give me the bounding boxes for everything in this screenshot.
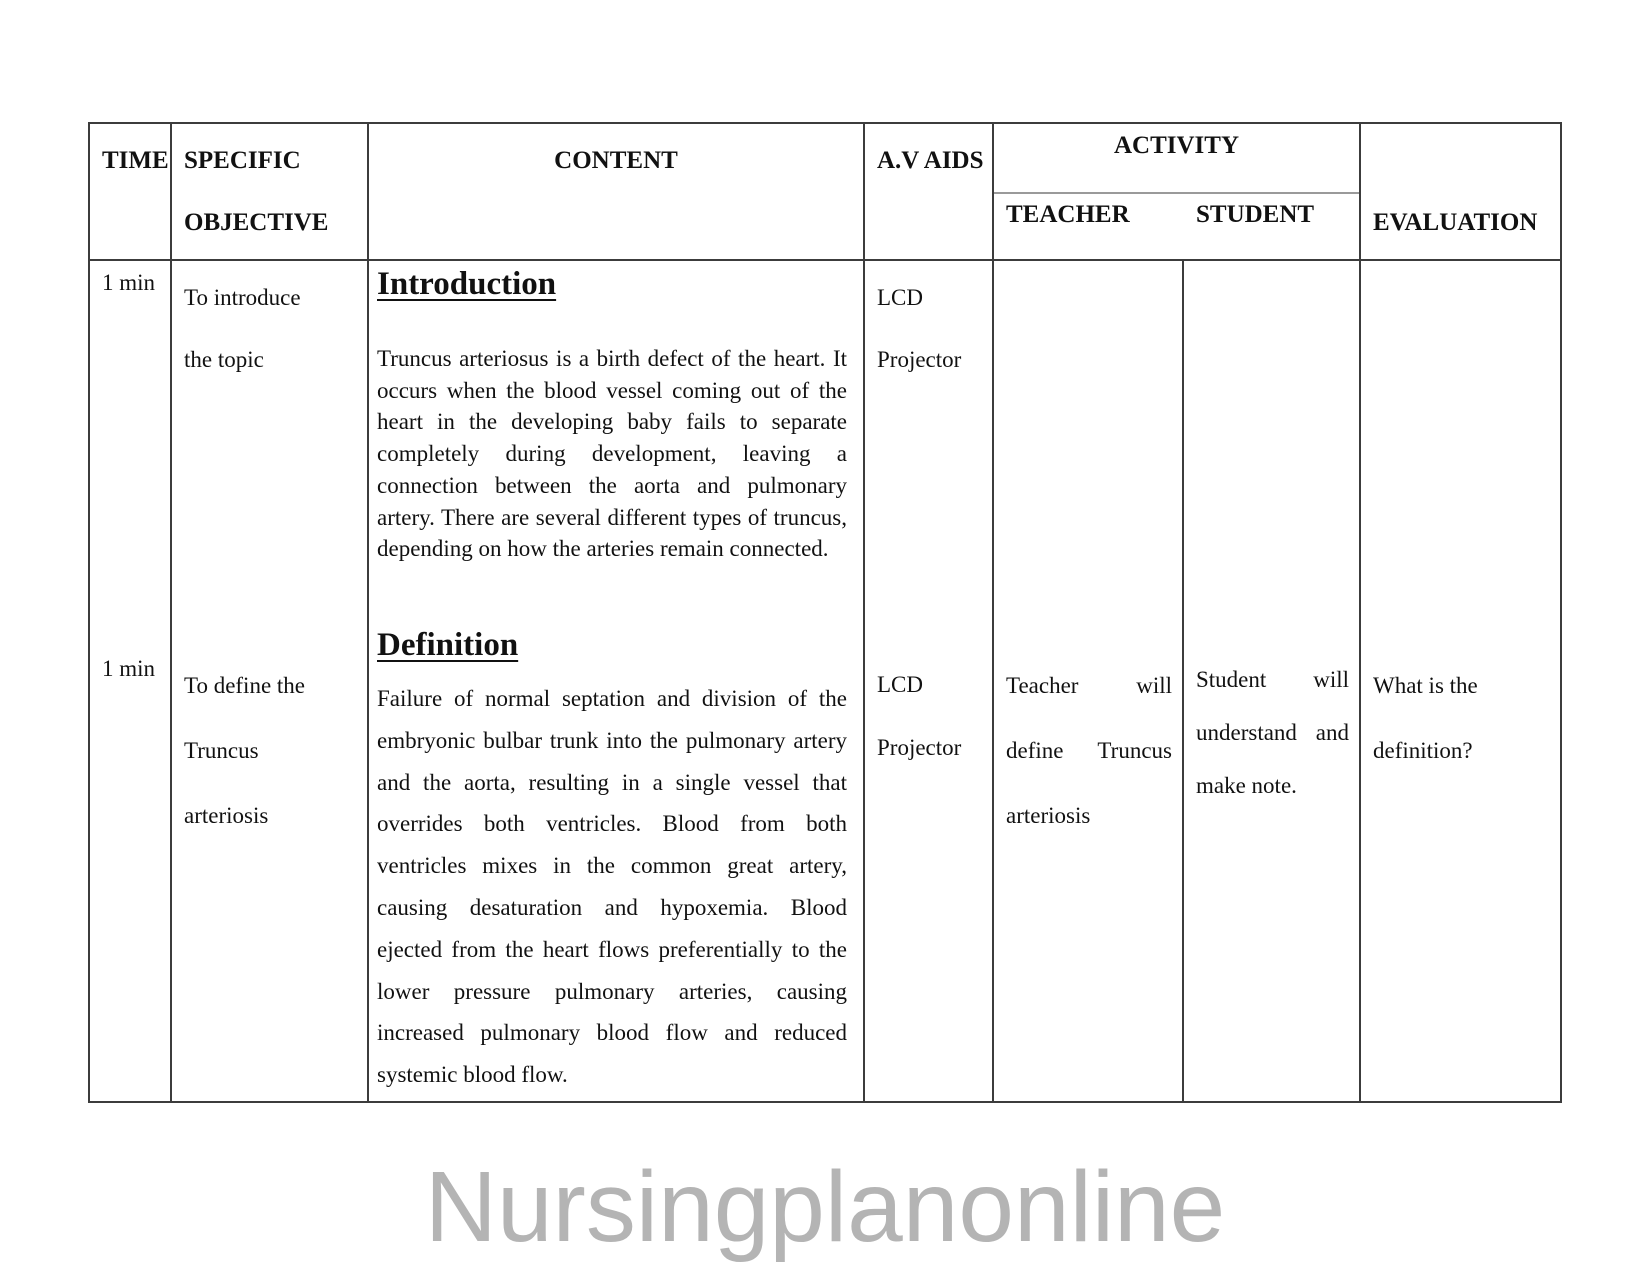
watermark: Nursingplanonline [424,1151,1226,1263]
header-time [90,124,172,261]
time-cell [90,261,172,1101]
header-teacher: TEACHER [1006,201,1130,228]
header-evaluation [1361,124,1560,261]
content-paragraph-definition: Failure of normal septation and division of the embryonic bulbar trunk into the pulmonary artery and the aorta, resulting in a single vessel that overrides both ventricles. Blood from both ventricles mixes in the common great artery, causing desaturation and hypoxemia. Blood ejected from the heart flows preferentially to the lower pressure pulmonary arteries, causing increased pulmonary blood flow and reduced systemic blood flow. [377,686,847,1088]
header-activity-label: ACTIVITY [1113,132,1240,159]
teacher-row2: Teacher will define Truncus arteriosis [1006,673,1172,828]
header-evaluation-label: EVALUATION [1373,209,1538,236]
lesson-plan-table [88,122,1562,1103]
content-section-introduction [377,267,845,565]
time-row1: 1 min [102,270,156,295]
student-row2: Student will understand and make note. [1196,667,1349,798]
header-content-label: CONTENT [554,147,678,174]
header-time-label: TIME [102,147,169,174]
header-content [369,124,865,261]
header-av-aids-label: A.V AIDS [877,147,984,174]
header-specific-objective [172,124,369,261]
av-aids-cell [865,261,994,1101]
av-aids-row2: LCD Projector [877,672,962,760]
evaluation-cell [1361,261,1560,1101]
content-cell [369,261,865,1101]
teacher-cell [994,261,1184,1101]
header-activity [994,124,1359,194]
header-activity-sub [994,194,1359,229]
content-heading-definition: Definition [377,627,519,663]
content-section-definition [377,628,847,1096]
header-specific-objective-label: SPECIFIC OBJECTIVE [184,147,329,236]
header-activity-group [994,124,1361,261]
header-student: STUDENT [1196,201,1315,228]
evaluation-row2: What is the definition? [1373,673,1478,763]
header-av-aids [865,124,994,261]
content-paragraph-introduction: Truncus arteriosus is a birth defect of the heart. It occurs when the blood vessel coming out of the heart in the developing baby fails to separate completely during development, leaving a connection between the aorta and pulmonary artery. There are several different types of truncus, depending on how the arteries remain connected. [377,346,847,562]
objective-cell [172,261,369,1101]
time-row2: 1 min [102,656,156,681]
content-heading-introduction: Introduction [377,266,557,302]
av-aids-row1: LCD Projector [877,285,962,372]
objective-row1: To introduce the topic [184,285,301,372]
objective-row2: To define the Truncus arteriosis [184,673,306,828]
student-cell [1184,261,1361,1101]
